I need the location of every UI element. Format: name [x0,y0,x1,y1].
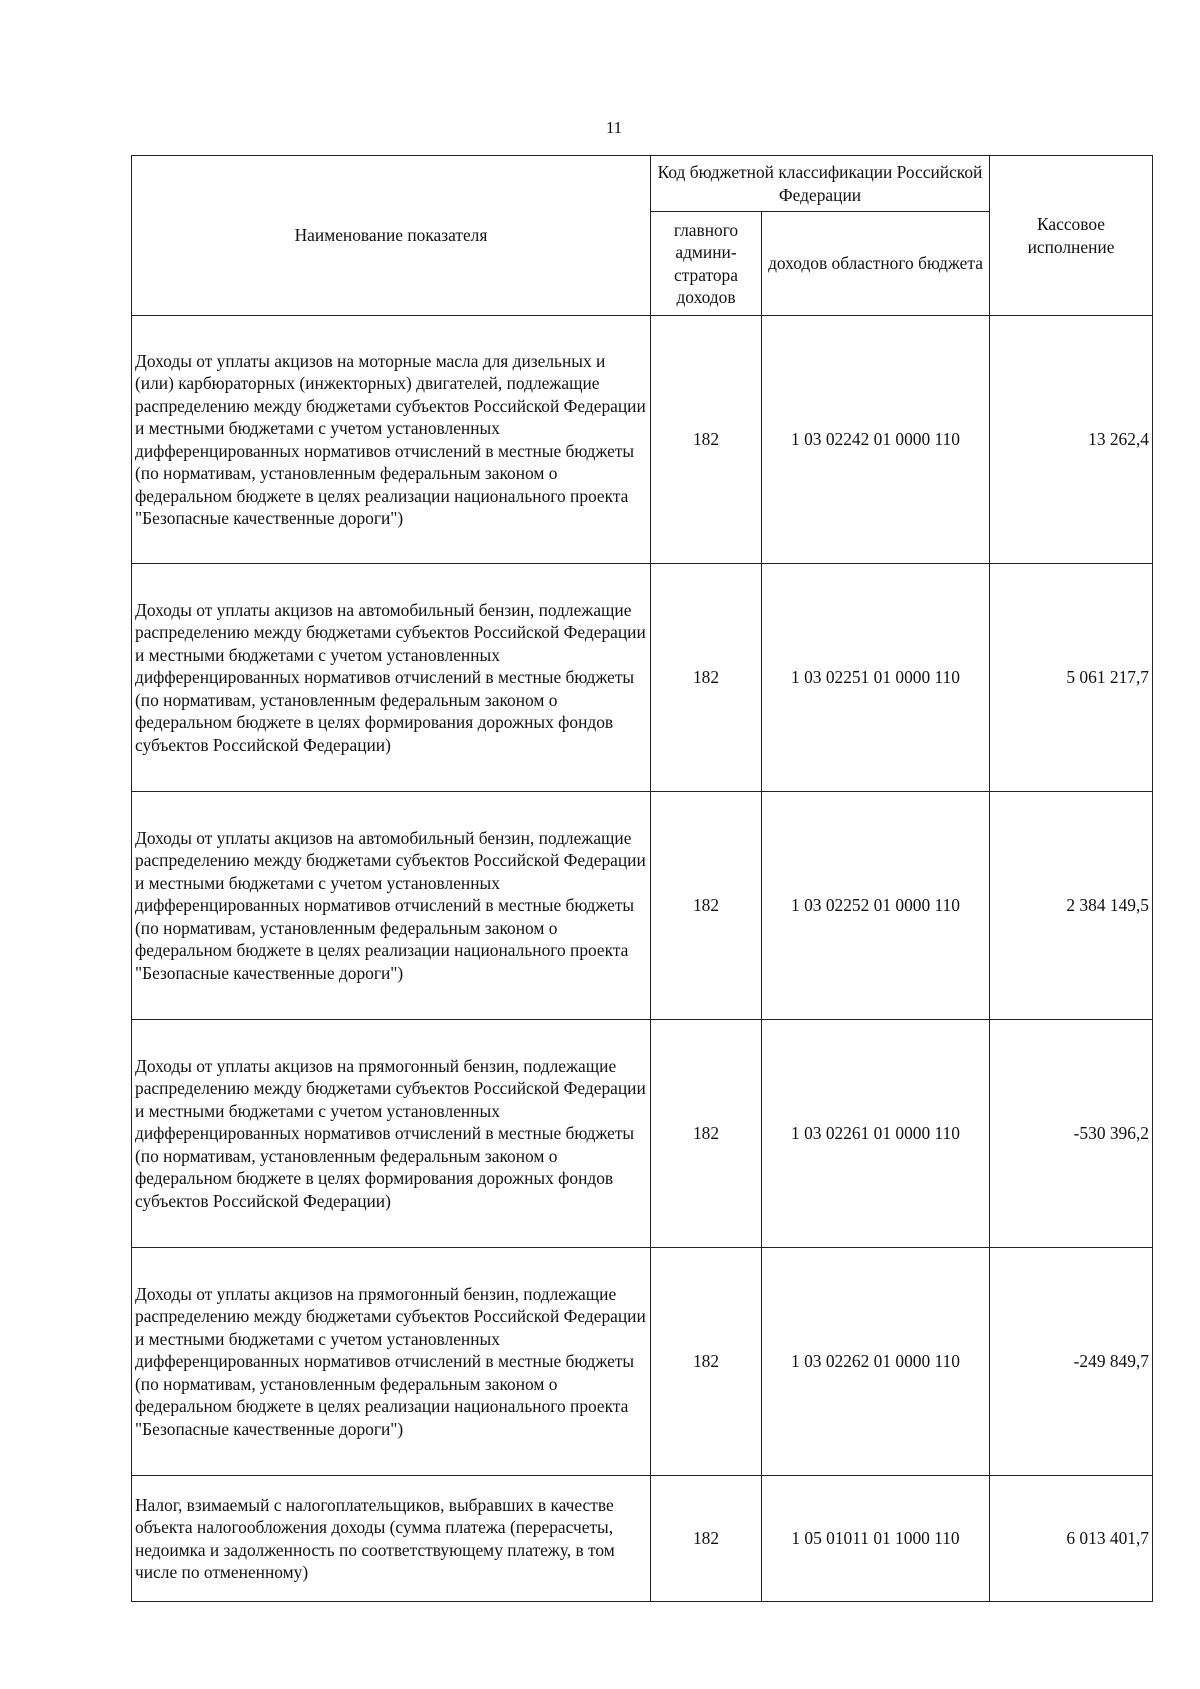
header-chief-administrator: главного админи-стратора доходов [651,212,762,316]
cash-execution-cell: 2 384 149,5 [990,792,1153,1020]
cash-execution-cell: -249 849,7 [990,1248,1153,1476]
income-code-cell: 1 03 02242 01 0000 110 [762,316,990,564]
indicator-name-cell: Доходы от уплаты акцизов на автомобильный бензин, подлежащие распределению между бюджетами субъектов Российской Федерации и местными бюджетами с учетом установленных дифференцированных нормативов отчислений в местные бюджеты (по нормативам, установленным федеральным законом о федеральном бюджете в целях реализации национального проекта "Безопасные качественные дороги") [132,792,651,1020]
income-code-cell: 1 05 01011 01 1000 110 [762,1476,990,1602]
cash-execution-cell: 6 013 401,7 [990,1476,1153,1602]
administrator-code-cell: 182 [651,1476,762,1602]
income-code-cell: 1 03 02252 01 0000 110 [762,792,990,1020]
cash-execution-cell: 13 262,4 [990,316,1153,564]
indicator-name-cell: Доходы от уплаты акцизов на прямогонный бензин, подлежащие распределению между бюджетами субъектов Российской Федерации и местными бюджетами с учетом установленных дифференцированных нормативов отчислений в местные бюджеты (по нормативам, установленным федеральным законом о федеральном бюджете в целях реализации национального проекта "Безопасные качественные дороги") [132,1248,651,1476]
table-row [132,1248,1153,1476]
indicator-name-cell: Налог, взимаемый с налогоплательщиков, выбравших в качестве объекта налогообложения доходы (сумма платежа (перерасчеты, недоимка и задолженность по соответствующему платежу, в том числе по отмененному) [132,1476,651,1602]
income-code-cell: 1 03 02251 01 0000 110 [762,564,990,792]
table-row [132,1020,1153,1248]
cash-execution-cell: -530 396,2 [990,1020,1153,1248]
administrator-code-cell: 182 [651,1020,762,1248]
header-cash-execution: Кассовое исполнение [990,156,1153,316]
header-indicator-name: Наименование показателя [132,156,651,316]
table-row [132,564,1153,792]
administrator-code-cell: 182 [651,1248,762,1476]
header-regional-income-code: доходов областного бюджета [762,212,990,316]
administrator-code-cell: 182 [651,792,762,1020]
table-row [132,792,1153,1020]
table-row [132,1476,1153,1602]
income-code-cell: 1 03 02261 01 0000 110 [762,1020,990,1248]
indicator-name-cell: Доходы от уплаты акцизов на прямогонный бензин, подлежащие распределению между бюджетами субъектов Российской Федерации и местными бюджетами с учетом установленных дифференцированных нормативов отчислений в местные бюджеты (по нормативам, установленным федеральным законом о федеральном бюджете в целях формирования дорожных фондов субъектов Российской Федерации) [132,1020,651,1248]
indicator-name-cell: Доходы от уплаты акцизов на моторные масла для дизельных и (или) карбюраторных (инжекторных) двигателей, подлежащие распределению между бюджетами субъектов Российской Федерации и местными бюджетами с учетом установленных дифференцированных нормативов отчислений в местные бюджеты (по нормативам, установленным федеральным законом о федеральном бюджете в целях реализации национального проекта "Безопасные качественные дороги") [132,316,651,564]
budget-income-table [131,155,1153,1602]
administrator-code-cell: 182 [651,564,762,792]
header-classification-code: Код бюджетной классификации Российской Федерации [651,156,990,212]
administrator-code-cell: 182 [651,316,762,564]
indicator-name-cell: Доходы от уплаты акцизов на автомобильный бензин, подлежащие распределению между бюджетами субъектов Российской Федерации и местными бюджетами с учетом установленных дифференцированных нормативов отчислений в местные бюджеты (по нормативам, установленным федеральным законом о федеральном бюджете в целях формирования дорожных фондов субъектов Российской Федерации) [132,564,651,792]
table-row [132,316,1153,564]
income-code-cell: 1 03 02262 01 0000 110 [762,1248,990,1476]
page-number: 11 [605,118,623,137]
cash-execution-cell: 5 061 217,7 [990,564,1153,792]
